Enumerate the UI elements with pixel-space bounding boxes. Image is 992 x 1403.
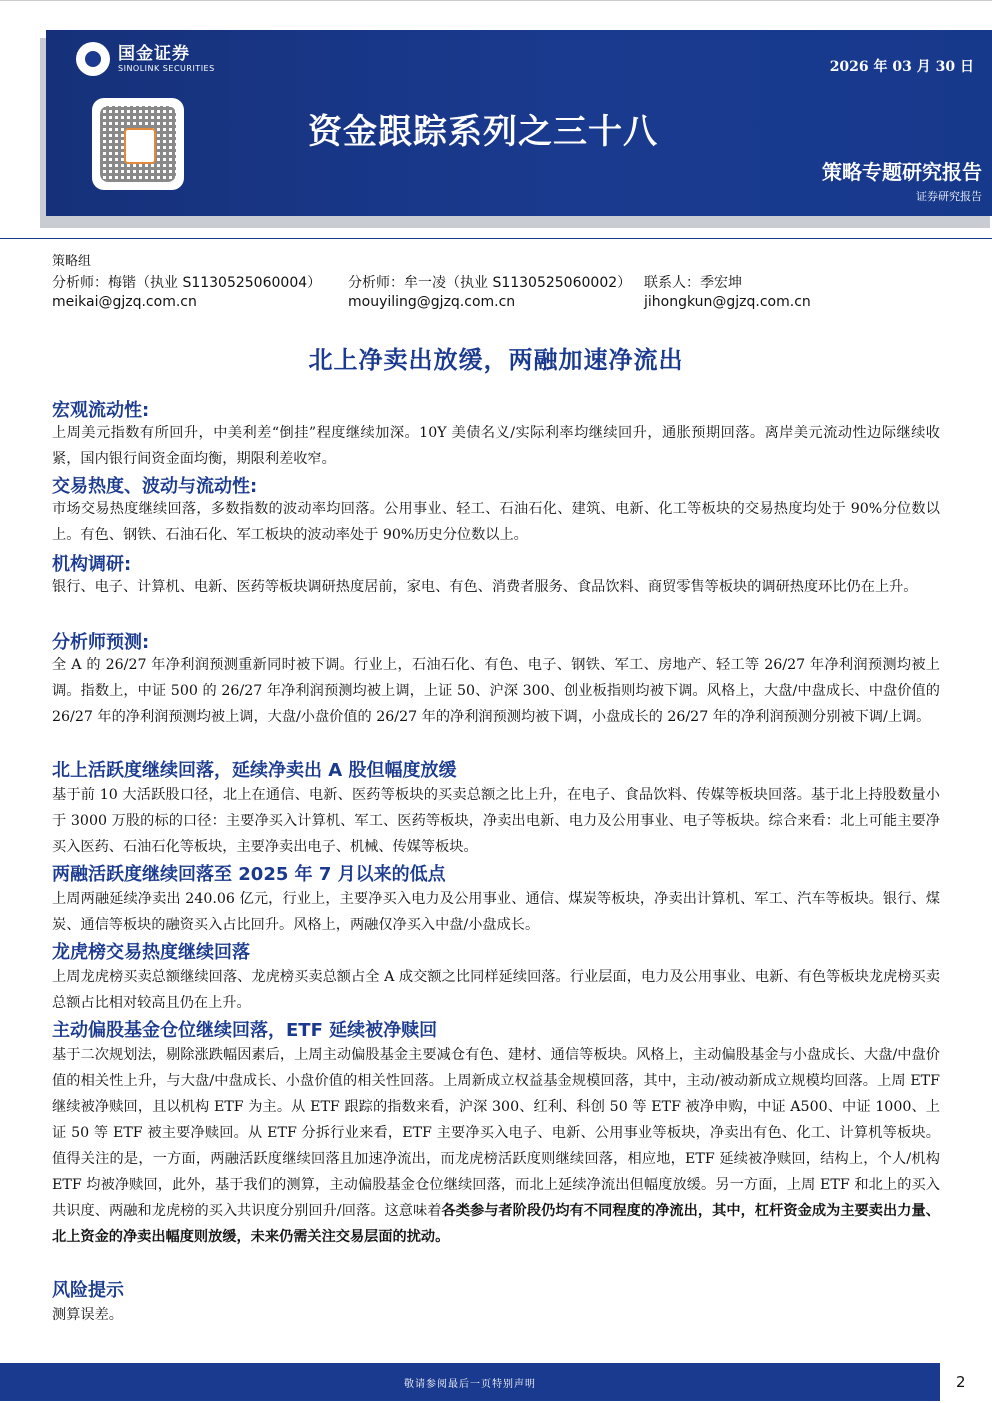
section-heading: 机构调研: <box>52 554 132 575</box>
section-body: 上周龙虎榜买卖总额继续回落、龙虎榜买卖总额占全 A 成交额之比同样延续回落。行业层面，电力及公用事业、电新、有色等板块龙虎榜买卖总额占比相对较高且仍在上升。 <box>52 969 940 1011</box>
logo-icon <box>76 42 110 76</box>
section-heading: 北上活跃度继续回落，延续净卖出 A 股但幅度放缓 <box>52 760 457 781</box>
summary-title: 北上净卖出放缓，两融加速净流出 <box>308 346 684 374</box>
divider <box>0 238 992 239</box>
section-heading: 风险提示 <box>52 1280 124 1301</box>
section-body: 市场交易热度继续回落，多数指数的波动率均回落。公用事业、轻工、石油石化、建筑、电新、化工等板块的交易热度均处于 90%分位数以上。有色、钢铁、石油石化、军工板块的波动率处于 90%历史分位数以上。 <box>52 501 940 543</box>
analyst-1-email[interactable]: meikai@gjzq.com.cn <box>52 294 197 310</box>
section-heading: 主动偏股基金仓位继续回落，ETF 延续被净赎回 <box>52 1020 438 1041</box>
header-banner <box>46 30 992 216</box>
page-number: 2 <box>956 1373 966 1391</box>
report-title: 资金跟踪系列之三十八 <box>308 112 658 152</box>
contact-person: 联系人：季宏坤 <box>644 275 742 291</box>
qr-code-icon <box>92 98 184 190</box>
footer-disclaimer: 敬请参阅最后一页特别声明 <box>404 1379 536 1390</box>
section-heading: 龙虎榜交易热度继续回落 <box>52 942 250 963</box>
section-heading: 分析师预测: <box>52 632 150 653</box>
analyst-2: 分析师：牟一凌（执业 S1130525060002） <box>348 275 632 291</box>
report-date: 2026 年 03 月 30 日 <box>829 59 974 75</box>
section-body: 基于前 10 大活跃股口径，北上在通信、电新、医药等板块的买卖总额之比上升，在电子、食品饮料、传媒等板块回落。基于北上持股数量小于 3000 万股的标的口径：主要净买入计算机、军工、医药等板块，净卖出电新、电力及公用事业、电子等板块。综合来看：北上可能主要净买入医药、石油石化等板块，主要净卖出电子、机械、传媒等板块。 <box>52 787 940 855</box>
brand-name-cn: 国金证券 <box>118 44 190 64</box>
contact-email[interactable]: jihongkun@gjzq.com.cn <box>644 294 811 310</box>
section-body: 全 A 的 26/27 年净利润预测重新同时被下调。行业上，石油石化、有色、电子、钢铁、军工、房地产、轻工等 26/27 年净利润预测均被上调。指数上，中证 500 的 26/27 年净利润预测均被上调，上证 50、沪深 300、创业板指则均被下调。风格上，大盘/中盘成长、中盘价值的 26/27 年的净利润预测均被上调，大盘/小盘价值的 26/27 年的净利润预测均被下调，小盘成长的 26/27 年的净利润预测分别被下调/上调。 <box>52 657 940 725</box>
team-name: 策略组 <box>52 254 92 269</box>
brand-logo <box>76 42 215 76</box>
brand-name-en: SINOLINK SECURITIES <box>118 64 215 73</box>
section-body-emphasis: 各类参与者阶段仍均有不同程度的净流出，其中，杠杆资金成为主要卖出力量、北上资金的净卖出幅度则放缓，未来仍需关注交易层面的扰动。 <box>52 1203 940 1245</box>
section-body: 上周两融延续净卖出 240.06 亿元，行业上，主要净买入电力及公用事业、通信、煤炭等板块，净卖出计算机、军工、汽车等板块。银行、煤炭、通信等板块的融资买入占比回升。风格上，两融仅净买入中盘/小盘成长。 <box>52 891 940 933</box>
report-subtype: 证券研究报告 <box>916 190 982 203</box>
section-heading: 交易热度、波动与流动性: <box>52 476 258 497</box>
analyst-2-email[interactable]: mouyiling@gjzq.com.cn <box>348 294 516 310</box>
section-body <box>52 1042 940 1250</box>
section-body: 银行、电子、计算机、电新、医药等板块调研热度居前，家电、有色、消费者服务、食品饮料、商贸零售等板块的调研热度环比仍在上升。 <box>52 579 918 595</box>
section-heading: 两融活跃度继续回落至 2025 年 7 月以来的低点 <box>52 864 446 885</box>
section-body: 测算误差。 <box>52 1307 123 1323</box>
qr-logo-icon <box>124 128 156 164</box>
section-body-text: 基于二次规划法，剔除涨跌幅因素后，上周主动偏股基金主要减仓有色、建材、通信等板块。风格上，主动偏股基金与小盘成长、大盘/中盘价值的相关性上升，与大盘/中盘成长、小盘价值的相关性回落。上周新成立权益基金规模回落，其中，主动/被动新成立规模均回落。上周 ETF 继续被净赎回，且以机构 ETF 为主。从 ETF 跟踪的指数来看，沪深 300、红利、科创 50 等 ETF 被净申购，中证 A500、中证 1000、上证 50 等 ETF 被主要净赎回。从 ETF 分拆行业来看，ETF 主要净买入电子、电新、公用事业等板块，净卖出有色、化工、计算机等板块。值得关注的是，一方面，两融活跃度继续回落且加速净流出，而龙虎榜活跃度则继续回落，相应地，ETF 延续被净赎回，结构上，个人/机构 ETF 均被净赎回，此外，基于我们的测算，主动偏股基金仓位继续回落，而北上延续净流出但幅度放缓。另一方面，上周 ETF 和北上的买入共识度、两融和龙虎榜的买入共识度分别回升/回落。这意味着 <box>52 1047 940 1219</box>
section-heading: 宏观流动性: <box>52 400 150 421</box>
section-body: 上周美元指数有所回升，中美利差“倒挂”程度继续加深。10Y 美债名义/实际利率均继续回升，通胀预期回落。离岸美元流动性边际继续收紧，国内银行间资金面均衡，期限利差收窄。 <box>52 425 940 467</box>
report-type: 策略专题研究报告 <box>822 160 982 184</box>
analyst-1: 分析师：梅锴（执业 S1130525060004） <box>52 275 322 291</box>
